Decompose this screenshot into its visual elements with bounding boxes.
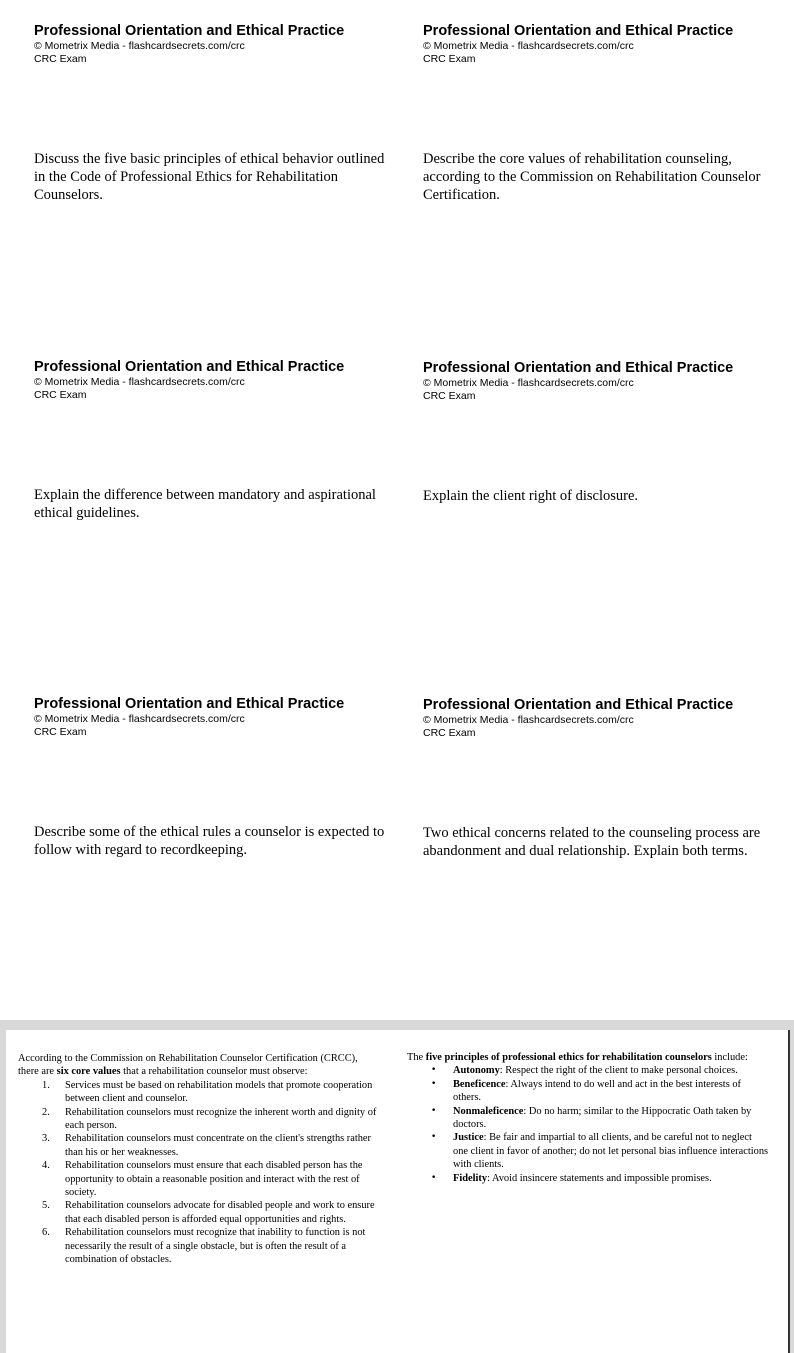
list-item: 1. Services must be based on rehabilitation models that promote cooperation between client and counselor.	[42, 1079, 373, 1105]
card-exam: CRC Exam	[34, 388, 87, 401]
card-publisher: © Mometrix Media - flashcardsecrets.com/crc	[34, 713, 245, 725]
list-item: • Beneficence: Always intend to do well and act in the best interests of others.	[431, 1078, 741, 1104]
flashcard-4	[423, 360, 793, 504]
card-title: Professional Orientation and Ethical Practice	[423, 360, 734, 376]
card-publisher: © Mometrix Media - flashcardsecrets.com/crc	[423, 377, 634, 389]
core-values-answer	[18, 1052, 380, 1267]
card-publisher: © Mometrix Media - flashcardsecrets.com/crc	[423, 714, 634, 726]
card-exam: CRC Exam	[423, 52, 476, 65]
card-publisher: © Mometrix Media - flashcardsecrets.com/crc	[34, 40, 245, 52]
flashcard-1	[34, 23, 404, 203]
flashcard-3	[34, 359, 404, 521]
bullet-icon: •	[431, 1172, 437, 1183]
core-values-list	[18, 1079, 380, 1267]
card-title: Professional Orientation and Ethical Practice	[34, 696, 345, 712]
principles-list	[407, 1064, 769, 1185]
card-question: Describe the core values of rehabilitation counseling, according to the Commission on Rehabilitation Counselor Certification.	[423, 151, 761, 203]
flashcard-2	[423, 23, 793, 203]
flashcard-6	[423, 697, 793, 859]
bullet-icon: •	[431, 1065, 437, 1076]
flashcard-5	[34, 696, 404, 858]
list-item: • Fidelity: Avoid insincere statements and impossible promises.	[431, 1172, 712, 1184]
card-publisher: © Mometrix Media - flashcardsecrets.com/crc	[34, 376, 245, 388]
principles-answer	[407, 1051, 769, 1185]
card-exam: CRC Exam	[34, 52, 87, 65]
card-publisher: © Mometrix Media - flashcardsecrets.com/crc	[423, 40, 634, 52]
list-item: • Nonmaleficence: Do no harm; similar to the Hippocratic Oath taken by doctors.	[431, 1105, 752, 1131]
bullet-icon: •	[431, 1078, 437, 1089]
list-item: 6. Rehabilitation counselors must recognize that inability to function is not necessarily the result of a single obstacle, but is often the result of a combination of obstacles.	[42, 1227, 366, 1266]
card-exam: CRC Exam	[34, 725, 87, 738]
bullet-icon: •	[431, 1132, 437, 1143]
list-item: 4. Rehabilitation counselors must ensure that each disabled person has the opportunity to obtain a reasonable position and interact with the rest of society.	[42, 1160, 363, 1199]
core-values-intro: According to the Commission on Rehabilitation Counselor Certification (CRCC), there are six core values that a rehabilitation counselor must observe:	[18, 1053, 358, 1078]
list-item: 2. Rehabilitation counselors must recognize the inherent worth and dignity of each person.	[42, 1106, 377, 1132]
card-title: Professional Orientation and Ethical Practice	[34, 359, 345, 375]
card-exam: CRC Exam	[423, 726, 476, 739]
card-question: Discuss the five basic principles of ethical behavior outlined in the Code of Professional Ethics for Rehabilitation Counselors.	[34, 151, 385, 203]
bullet-icon: •	[431, 1105, 437, 1116]
card-question: Explain the difference between mandatory and aspirational ethical guidelines.	[34, 487, 376, 521]
list-item: 3. Rehabilitation counselors must concentrate on the client's strengths rather than his or her weaknesses.	[42, 1133, 372, 1158]
flashcard-answer-page	[6, 1030, 790, 1353]
list-item: • Autonomy: Respect the right of the client to make personal choices.	[431, 1065, 738, 1077]
list-item: 5. Rehabilitation counselors advocate for disabled people and work to ensure that each disabled person is afforded equal opportunities and rights.	[42, 1200, 375, 1225]
principles-intro: The five principles of professional ethics for rehabilitation counselors include:	[407, 1052, 748, 1063]
card-question: Explain the client right of disclosure.	[423, 488, 639, 504]
card-question: Two ethical concerns related to the counseling process are abandonment and dual relationship. Explain both terms.	[423, 825, 761, 859]
card-title: Professional Orientation and Ethical Practice	[423, 697, 734, 713]
card-question: Describe some of the ethical rules a counselor is expected to follow with regard to recordkeeping.	[34, 824, 385, 858]
list-item: • Justice: Be fair and impartial to all clients, and be careful not to neglect one client in favor of another; do not let personal bias influence interactions with clients.	[431, 1132, 769, 1171]
card-title: Professional Orientation and Ethical Practice	[423, 23, 734, 39]
card-exam: CRC Exam	[423, 389, 476, 402]
card-title: Professional Orientation and Ethical Practice	[34, 23, 345, 39]
